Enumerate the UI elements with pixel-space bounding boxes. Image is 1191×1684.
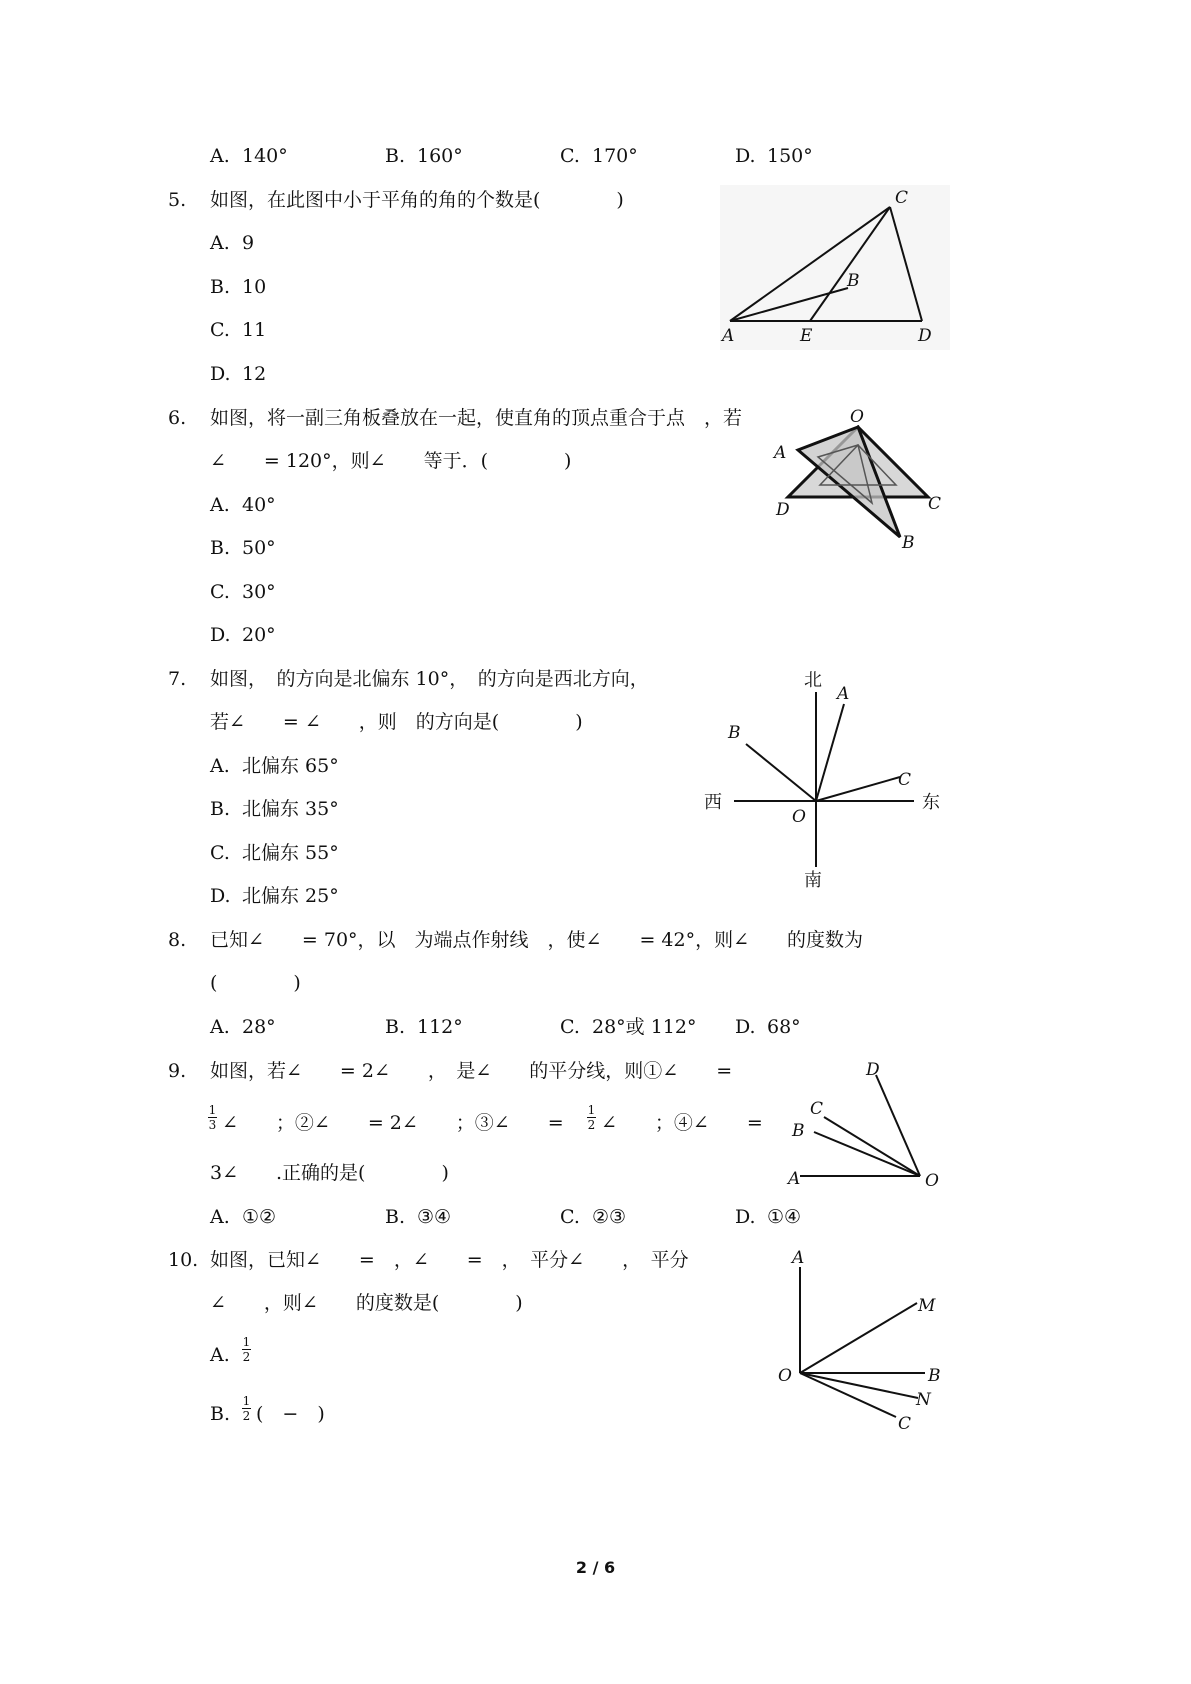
q6-label-a: A <box>774 443 787 463</box>
q8-stem-line1: 已知∠ = 70°，以 为端点作射线 ，使∠ = 42°，则∠ 的度数为 <box>210 929 864 951</box>
q7-label-south: 南 <box>804 870 822 891</box>
q10-opt-a-numerator: 1 <box>242 1335 251 1349</box>
q5-label-a: A <box>722 326 735 346</box>
q10-opt-a-label: A. <box>210 1344 230 1366</box>
q5-opt-c-text: 11 <box>242 319 267 341</box>
q7-opt-b-text: 北偏东 35° <box>242 798 339 820</box>
q4-opt-a-label: A. <box>210 145 230 167</box>
q5-stem: 如图，在此图中小于平角的角的个数是( ) <box>210 189 624 211</box>
q10-label-o: O <box>778 1366 792 1386</box>
q9-frac2-numerator: 1 <box>587 1103 596 1117</box>
q7-opt-d-text: 北偏东 25° <box>242 885 339 907</box>
q5-label-c: C <box>895 188 909 208</box>
q6-opt-d-label: D. <box>210 624 231 646</box>
q5-number: 5. <box>168 189 187 211</box>
q10-label-n: N <box>916 1390 931 1410</box>
q6-opt-b-label: B. <box>210 537 231 559</box>
q7-number: 7. <box>168 668 187 690</box>
q5-opt-a-text: 9 <box>242 232 255 254</box>
q7-label-a: A <box>837 684 850 704</box>
q6-label-b: B <box>902 533 915 553</box>
q5-opt-b-label: B. <box>210 276 231 298</box>
q5-opt-a-label: A. <box>210 232 230 254</box>
q6-opt-a-label: A. <box>210 494 230 516</box>
q9-fraction-one-third <box>208 1104 217 1131</box>
q7-compass-figure <box>700 662 950 892</box>
q5-opt-d-text: 12 <box>242 363 267 385</box>
q9-opt-c-label: C. <box>560 1206 580 1228</box>
q5-triangle-figure <box>720 185 950 350</box>
q8-opt-a-text: 28° <box>242 1016 276 1038</box>
q9-opt-b-text: ③④ <box>417 1206 452 1228</box>
q8-opt-b-label: B. <box>385 1016 406 1038</box>
q4-opt-c-text: 170° <box>592 145 638 167</box>
q7-label-north: 北 <box>804 670 822 691</box>
q6-opt-b-text: 50° <box>242 537 276 559</box>
q5-label-b: B <box>847 271 860 291</box>
q9-stem-line2b: ∠ ；④∠ = <box>601 1112 763 1134</box>
q10-opt-b-denominator: 2 <box>242 1409 251 1423</box>
q9-opt-c-text: ②③ <box>592 1206 627 1228</box>
q4-opt-d-text: 150° <box>767 145 813 167</box>
q6-opt-c-label: C. <box>210 581 230 603</box>
q6-label-o: O <box>850 407 864 427</box>
q7-label-c: C <box>898 770 912 790</box>
q7-opt-c-text: 北偏东 55° <box>242 842 339 864</box>
q9-fraction-one-half <box>587 1104 596 1131</box>
q10-number: 10. <box>168 1249 199 1271</box>
q6-opt-d-text: 20° <box>242 624 276 646</box>
q10-angle-figure <box>770 1245 950 1440</box>
q9-label-c: C <box>810 1099 824 1119</box>
q10-opt-a-denominator: 2 <box>242 1350 251 1364</box>
q7-opt-a-label: A. <box>210 755 230 777</box>
q9-frac-numerator: 1 <box>208 1103 217 1117</box>
q5-opt-d-label: D. <box>210 363 231 385</box>
q10-label-b: B <box>928 1366 941 1386</box>
q9-stem-line1: 如图，若∠ = 2∠ ， 是∠ 的平分线，则①∠ = <box>210 1060 733 1082</box>
q9-label-d: D <box>866 1060 880 1080</box>
page-number: 2 / 6 <box>575 1558 616 1577</box>
q7-stem-line2: 若∠ = ∠ ，则 的方向是( ) <box>210 711 583 733</box>
q10-opt-b-text: ( − ) <box>256 1403 325 1425</box>
q7-stem-line1: 如图， 的方向是北偏东 10°， 的方向是西北方向， <box>210 668 649 690</box>
q4-opt-d-label: D. <box>735 145 756 167</box>
q8-opt-c-label: C. <box>560 1016 580 1038</box>
q9-frac2-denominator: 2 <box>587 1118 596 1132</box>
q6-stem-line2: ∠ = 120°，则∠ 等于．( ) <box>210 450 572 472</box>
q6-number: 6. <box>168 407 187 429</box>
q4-opt-c-label: C. <box>560 145 580 167</box>
q4-opt-b-text: 160° <box>417 145 463 167</box>
q6-label-c: C <box>928 494 942 514</box>
q6-stem-line1: 如图，将一副三角板叠放在一起，使直角的顶点重合于点 ，若 <box>210 407 743 429</box>
q9-opt-a-label: A. <box>210 1206 230 1228</box>
q10-stem-line2: ∠ ，则∠ 的度数是( ) <box>210 1292 523 1314</box>
q9-stem-line2a: ∠ ；②∠ = 2∠ ；③∠ = <box>222 1112 564 1134</box>
q9-opt-a-text: ①② <box>242 1206 277 1228</box>
q5-opt-c-label: C. <box>210 319 230 341</box>
q4-opt-a-text: 140° <box>242 145 288 167</box>
q5-label-d: D <box>918 326 932 346</box>
q9-opt-b-label: B. <box>385 1206 406 1228</box>
q10-opt-b-label: B. <box>210 1403 231 1425</box>
q7-opt-b-label: B. <box>210 798 231 820</box>
q7-label-west: 西 <box>704 792 722 813</box>
q9-label-a: A <box>788 1169 801 1189</box>
q8-opt-a-label: A. <box>210 1016 230 1038</box>
q9-rays-figure <box>780 1055 950 1195</box>
q9-number: 9. <box>168 1060 187 1082</box>
q9-label-b: B <box>792 1121 805 1141</box>
q9-label-o: O <box>925 1171 939 1191</box>
q8-stem-line2: ( ) <box>210 972 301 994</box>
q9-opt-d-label: D. <box>735 1206 756 1228</box>
q6-label-d: D <box>776 500 790 520</box>
q6-opt-c-text: 30° <box>242 581 276 603</box>
q7-opt-c-label: C. <box>210 842 230 864</box>
q8-opt-d-label: D. <box>735 1016 756 1038</box>
q10-label-c: C <box>898 1414 912 1434</box>
q8-opt-b-text: 112° <box>417 1016 463 1038</box>
q8-opt-d-text: 68° <box>767 1016 801 1038</box>
q8-opt-c-text: 28°或 112° <box>592 1016 697 1038</box>
q10-opt-b-numerator: 1 <box>242 1394 251 1408</box>
q5-opt-b-text: 10 <box>242 276 267 298</box>
q7-label-east: 东 <box>922 792 940 813</box>
q10-opt-b-fraction <box>242 1395 251 1422</box>
q5-label-e: E <box>800 326 813 346</box>
q10-opt-a-fraction <box>242 1336 251 1363</box>
q10-stem-line1: 如图，已知∠ = ，∠ = ， 平分∠ ， 平分 <box>210 1249 689 1271</box>
q7-opt-d-label: D. <box>210 885 231 907</box>
q9-opt-d-text: ①④ <box>767 1206 802 1228</box>
q10-label-a: A <box>792 1248 805 1268</box>
q8-number: 8. <box>168 929 187 951</box>
q6-set-squares-figure <box>770 405 950 555</box>
q7-label-o: O <box>792 807 806 827</box>
q9-stem-line3: 3∠ .正确的是( ) <box>210 1162 449 1184</box>
q7-label-b: B <box>728 723 741 743</box>
q10-label-m: M <box>918 1296 936 1316</box>
q7-opt-a-text: 北偏东 65° <box>242 755 339 777</box>
q9-frac-denominator: 3 <box>208 1118 217 1132</box>
q4-opt-b-label: B. <box>385 145 406 167</box>
q6-opt-a-text: 40° <box>242 494 276 516</box>
